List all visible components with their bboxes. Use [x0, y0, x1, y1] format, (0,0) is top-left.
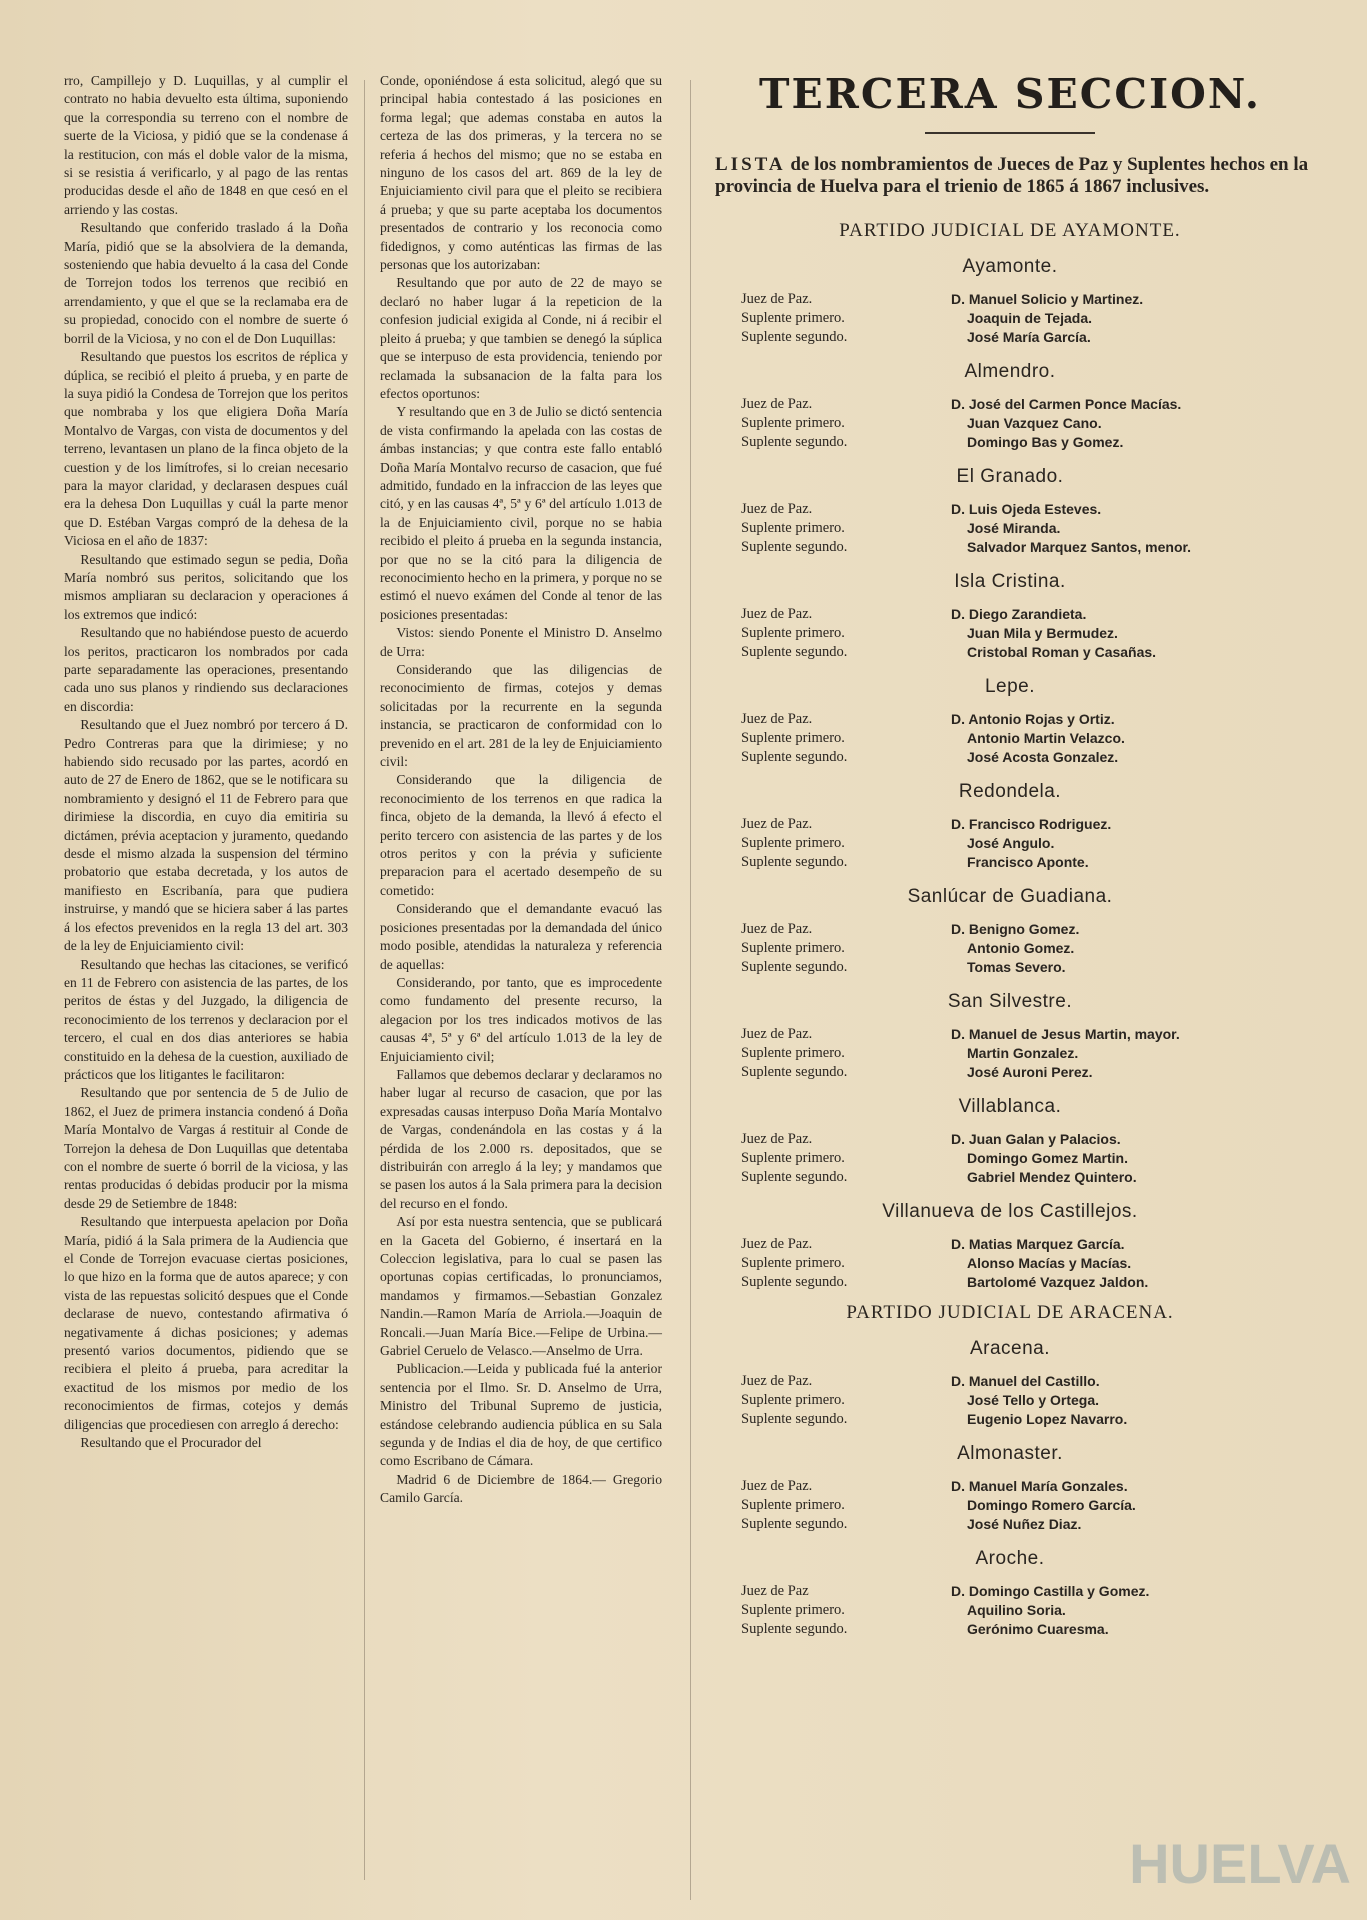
- appointee-name: Tomas Severo.: [967, 959, 1066, 975]
- role-label: Juez de Paz.: [741, 606, 813, 622]
- role-label: Juez de Paz.: [741, 1373, 813, 1389]
- paragraph: Resultando que hechas las citaciones, se verificó en 11 de Febrero con asistencia de las partes, de los peritos de éstas y del Juzgado, la diligencia de reconocimiento de los terrenos y declaracion por el tercero, el cual en dos dias anteriores se habia constituido en la dehesa de la cuestion, auxiliado de prácticos que los litigantes le facilitaron:: [64, 956, 348, 1082]
- role-list: [705, 710, 951, 767]
- role-list: [705, 290, 951, 347]
- list-heading: [715, 154, 1309, 198]
- appointee-name: José Tello y Ortega.: [967, 1392, 1100, 1408]
- judicial-districts: [705, 220, 1315, 1639]
- role-label: Juez de Paz.: [741, 1478, 813, 1494]
- appointee-name: José Auroni Perez.: [967, 1064, 1093, 1080]
- paragraph: Resultando que conferido traslado á la Doña María, pidió que se la absolviera de la demanda, sosteniendo que habia devuelto á la casa del Conde de Torrejon todos los terrenos que recibió en arrendamiento, y que el que se la reclamaba era de su propiedad, conocido con el nombre de suerte ó borril de la Viciosa, y no con el de Don Luquillas:: [64, 220, 348, 346]
- role-label: Suplente primero.: [741, 730, 845, 746]
- appointee-name: Aquilino Soria.: [967, 1602, 1066, 1618]
- role-label: Suplente primero.: [741, 1045, 845, 1061]
- paragraph: Fallamos que debemos declarar y declaramos no haber lugar al recurso de casacion, que por las expresadas causas interpuso Doña María Montalvo de Vargas, condenándola en las costas y á la pérdida de los 2.000 rs. depositados, que se distribuirán con arreglo á la ley; y mandamos que se pasen los autos á la Sala primera para la decision del recurso en el fondo.: [380, 1066, 662, 1211]
- role-list: [705, 500, 951, 557]
- appointee-name: D. Manuel Solicio y Martinez.: [951, 291, 1144, 307]
- appointee-name: D. Francisco Rodriguez.: [951, 816, 1112, 832]
- appointee-name: D. Matias Marquez García.: [951, 1236, 1125, 1252]
- role-label: Suplente segundo.: [741, 1411, 848, 1427]
- role-list: [705, 1477, 951, 1534]
- paragraph: rro, Campillejo y D. Luquillas, y al cumplir el contrato no habia devuelto esta última, suponiendo que la correspondia su terreno con el nombre de suerte de la Viciosa, y pidió que se la condenase á la restitucion, con más el doble valor de la misma, si se resistia á verificarlo, y al pago de las rentas producidas desde el año de 1848 en que cesó en el arriendo y las costas.: [64, 73, 348, 217]
- list-heading-text: de los nombramientos de Jueces de Paz y Suplentes hechos en la provincia de Huelva para el trienio de 1865 á 1867 inclusives.: [715, 154, 1309, 197]
- appointment-block: [705, 920, 1315, 977]
- name-list: [951, 395, 1315, 452]
- appointee-name: Juan Vazquez Cano.: [967, 415, 1102, 431]
- role-label: Suplente segundo.: [741, 644, 848, 660]
- appointment-block: [705, 1477, 1315, 1534]
- paragraph: Considerando, por tanto, que es improcedente como fundamento del presente recurso, la alegacion por los tres indicados motivos de las causas 4ª, 5ª y 6ª del artículo 1.013 de la ley de Enjuiciamiento civil;: [380, 974, 662, 1064]
- name-list: [951, 920, 1315, 977]
- appointment-block: [705, 605, 1315, 662]
- appointee-name: Eugenio Lopez Navarro.: [967, 1411, 1128, 1427]
- appointment-block: [705, 815, 1315, 872]
- role-label: Juez de Paz: [741, 1583, 809, 1599]
- appointment-block: [705, 395, 1315, 452]
- paragraph: Resultando que puestos los escritos de réplica y dúplica, se recibió el pleito á prueba, y en parte de la suya pidió la Condesa de Torrejon que los peritos que nombraba y los que eligiera Doña María Montalvo de Vargas, con vista de documentos y del terreno, levantasen un plano de la finca objeto de la cuestion y de los limítrofes, si lo creian necesario para la mayor claridad, y declarasen despues cuál era la dehesa Don Luquillas y cuál la parte menor que D. Estéban Vargas compró de la dehesa de la Viciosa en el año de 1837:: [64, 349, 348, 549]
- paragraph: Resultando que estimado segun se pedia, Doña María nombró sus peritos, solicitando que los mismos ampliaran su declaracion y operaciones á los extremos que indicó:: [64, 551, 348, 622]
- appointee-name: Salvador Marquez Santos, menor.: [967, 539, 1192, 555]
- appointee-name: D. José del Carmen Ponce Macías.: [951, 396, 1182, 412]
- role-label: Juez de Paz.: [741, 1026, 813, 1042]
- role-label: Suplente primero.: [741, 1392, 845, 1408]
- appointment-block: [705, 1235, 1315, 1292]
- town-name: Villablanca.: [958, 1096, 1062, 1117]
- paragraph: Considerando que el demandante evacuó las posiciones presentadas por la demandada del único modo posible, atendidas la naturaleza y referencia de aquellas:: [380, 901, 662, 972]
- appointee-name: Antonio Martin Velazco.: [967, 730, 1125, 746]
- appointee-name: José Acosta Gonzalez.: [967, 749, 1119, 765]
- town-name: Isla Cristina.: [954, 571, 1066, 592]
- role-label: Juez de Paz.: [741, 1236, 813, 1252]
- role-label: Suplente segundo.: [741, 1274, 848, 1290]
- paragraph: Considerando que las diligencias de reconocimiento de firmas, cotejos y demas solicitadas por la recurrente en la segunda instancia, se practicaron de conformidad con lo prevenido en el art. 281 de la ley de Enjuiciamiento civil:: [380, 662, 662, 770]
- column-divider: [690, 80, 691, 1900]
- role-label: Suplente segundo.: [741, 434, 848, 450]
- paragraph: Resultando que no habiéndose puesto de acuerdo los peritos, practicaron los nombrados por cada parte separadamente las operaciones, presentando cada uno sus planos y rindiendo sus declaraciones en discordia:: [64, 625, 348, 714]
- name-list: [951, 290, 1315, 347]
- role-label: Juez de Paz.: [741, 711, 813, 727]
- name-list: [951, 1130, 1315, 1187]
- town-name: San Silvestre.: [947, 991, 1073, 1012]
- role-label: Juez de Paz.: [741, 921, 813, 937]
- appointee-name: Gerónimo Cuaresma.: [967, 1621, 1109, 1637]
- appointee-name: Domingo Bas y Gomez.: [967, 434, 1124, 450]
- town-name: Almendro.: [964, 361, 1056, 382]
- paragraph: Publicacion.—Leida y publicada fué la anterior sentencia por el Ilmo. Sr. D. Anselmo de Urra, Ministro del Tribunal Supremo de justicia, estándose celebrando audiencia pública en su Sala segunda y de Indias el dia de hoy, de que certifico como Escribano de Cámara.: [380, 1361, 662, 1469]
- appointee-name: Martin Gonzalez.: [967, 1045, 1079, 1061]
- town-name: El Granado.: [956, 466, 1064, 487]
- role-label: Suplente primero.: [741, 1497, 845, 1513]
- appointment-block: [705, 500, 1315, 557]
- name-list: [951, 1235, 1315, 1292]
- town-name: Villanueva de los Castillejos.: [882, 1201, 1138, 1222]
- appointment-block: [705, 710, 1315, 767]
- appointee-name: Domingo Gomez Martin.: [967, 1150, 1128, 1166]
- role-label: Juez de Paz.: [741, 816, 813, 832]
- role-label: Suplente segundo.: [741, 1064, 848, 1080]
- town-name: Redondela.: [958, 781, 1062, 802]
- appointment-block: [705, 1582, 1315, 1639]
- paragraph: Así por esta nuestra sentencia, que se publicará en la Gaceta del Gobierno, é insertará en la Coleccion legislativa, para lo cual se pasen las oportunas copias certificadas, lo pronunciamos, mandamos y firmamos.—Sebastian Gonzalez Nandin.—Ramon María de Arriola.—Joaquin de Roncali.—Juan María Bice.—Felipe de Urbina.—Gabriel Ceruelo de Velasco.—Anselmo de Urra.: [380, 1214, 662, 1359]
- appointee-name: D. Diego Zarandieta.: [951, 606, 1087, 622]
- role-label: Suplente primero.: [741, 835, 845, 851]
- paragraph: Resultando que el Procurador del: [80, 1435, 262, 1451]
- appointee-name: Francisco Aponte.: [967, 854, 1089, 870]
- paragraph: Conde, oponiéndose á esta solicitud, alegó que su principal habia contestado á las posiciones en forma legal; que ademas constaba en autos la certeza de las dos primeras, y la tercera no se referia á hechos del mismo; que no se estaba en ninguno de los casos del art. 869 de la ley de Enjuiciamiento civil para que el pleito se recibiera á prueba; y que su parte aceptaba los documentos presentados de contrario y los reconocia como fidedignos, y como auténticas las firmas de las personas que los autorizaban:: [380, 73, 662, 273]
- paragraph: Resultando que el Juez nombró por tercero á D. Pedro Contreras para que la dirimiese; y no habiendo sido recusado por las partes, acordó en auto de 27 de Enero de 1862, que se le notificara su nombramiento y designó el 11 de Febrero para que dirimiese la discordia, en cuyo dia emitiria su dictámen, prévia aceptacion y juramento, quedando desde el mismo alzada la suspension del término probatorio que estaba decretada, y los autos de manifiesto en Escribanía, para que pudiera instruirse, y mandó que se hiciera saber á las partes á los efectos prevenidos en la regla 13 del art. 303 de la ley de Enjuiciamiento civil:: [64, 717, 348, 954]
- paragraph: Madrid 6 de Diciembre de 1864.— Gregorio Camilo García.: [380, 1471, 662, 1506]
- appointee-name: D. Domingo Castilla y Gomez.: [951, 1583, 1150, 1599]
- role-list: [705, 1025, 951, 1082]
- role-label: Juez de Paz.: [741, 1131, 813, 1147]
- appointments-section: [705, 70, 1315, 1639]
- appointment-block: [705, 1372, 1315, 1429]
- appointee-name: D. Manuel de Jesus Martin, mayor.: [951, 1026, 1180, 1042]
- role-label: Suplente segundo.: [741, 854, 848, 870]
- appointment-block: [705, 1025, 1315, 1082]
- title-rule: [925, 132, 1095, 134]
- role-label: Juez de Paz.: [741, 396, 813, 412]
- district-heading: PARTIDO JUDICIAL DE AYAMONTE.: [839, 220, 1181, 241]
- watermark-seal: HUELVA: [1129, 1832, 1351, 1895]
- role-label: Juez de Paz.: [741, 291, 813, 307]
- name-list: [951, 500, 1315, 557]
- appointee-name: Cristobal Roman y Casañas.: [967, 644, 1157, 660]
- paragraph: Y resultando que en 3 de Julio se dictó sentencia de vista confirmando la apelada con las costas de ámbas instancias; y que contra este fallo entabló Doña María Montalvo recurso de casacion, que fué admitido, fundado en la infraccion de las leyes que citó, y en las causas 4ª, 5ª y 6ª del artículo 1.013 de la de Enjuiciamiento civil, porque no se habia recibido el pleito á prueba en la segunda instancia, por que no se la citó para la diligencia de reconocimiento hecho en la primera, y porque no se estimó el nuevo exámen del Conde al tenor de las posiciones presentadas:: [380, 404, 662, 622]
- appointee-name: D. Antonio Rojas y Ortiz.: [951, 711, 1115, 727]
- paragraph: Resultando que interpuesta apelacion por Doña María, pidió á la Sala primera de la Audiencia que el Conde de Torrejon evacuase ciertas posiciones, lo que hizo en la forma que de autos aparece; y con vista de las repuestas solicitó despues que el Conde declarase de nuevo, contestando afirmativa ó negativamente á dichas posiciones; y ademas presentó varios documentos, pidiendo que se recibiera el pleito á prueba, para acreditar la exactitud de los mismos por medio de los reconocimientos de firmas, cotejos y demás diligencias que procediesen con arreglo á derecho:: [64, 1214, 348, 1432]
- role-label: Suplente primero.: [741, 1150, 845, 1166]
- appointee-name: José María García.: [967, 329, 1091, 345]
- list-heading-lead: LISTA: [715, 154, 786, 175]
- paragraph: Considerando que la diligencia de reconocimiento de los terrenos en que radica la finca, objeto de la demanda, la llevó á efecto el perito tercero con asistencia de las partes y de los otros peritos y con la prévia y suficiente preparacion para el acertado desempeño de su cometido:: [380, 772, 662, 898]
- role-list: [705, 920, 951, 977]
- role-label: Suplente primero.: [741, 940, 845, 956]
- appointee-name: D. Manuel María Gonzales.: [951, 1478, 1128, 1494]
- appointee-name: D. Manuel del Castillo.: [951, 1373, 1100, 1389]
- name-list: [951, 1025, 1315, 1082]
- middle-text-column: [380, 72, 662, 1508]
- name-list: [951, 710, 1315, 767]
- town-name: Ayamonte.: [962, 256, 1058, 277]
- role-label: Suplente primero.: [741, 520, 845, 536]
- appointee-name: Joaquin de Tejada.: [967, 310, 1092, 326]
- town-name: Sanlúcar de Guadiana.: [907, 886, 1113, 907]
- role-label: Suplente primero.: [741, 625, 845, 641]
- role-label: Suplente segundo.: [741, 959, 848, 975]
- appointee-name: José Angulo.: [967, 835, 1055, 851]
- column-divider: [364, 80, 365, 1880]
- role-label: Suplente segundo.: [741, 539, 848, 555]
- appointee-name: Domingo Romero García.: [967, 1497, 1136, 1513]
- role-label: Suplente segundo.: [741, 1516, 848, 1532]
- paragraph: Resultando que por sentencia de 5 de Julio de 1862, el Juez de primera instancia condenó á Doña María Montalvo de Vargas á restituir al Conde de Torrejon la dehesa de Don Luquillas que detentaba con el nombre de suerte ó borril de la viciosa, y las rentas producidas ó debidas producir por la misma desde 29 de Setiembre de 1848:: [64, 1085, 348, 1211]
- appointee-name: Juan Mila y Bermudez.: [967, 625, 1118, 641]
- town-name: Aroche.: [975, 1548, 1045, 1569]
- appointee-name: José Nuñez Diaz.: [967, 1516, 1082, 1532]
- left-text-column: [64, 72, 348, 1452]
- appointment-block: [705, 290, 1315, 347]
- town-name: Lepe.: [984, 676, 1036, 697]
- name-list: [951, 815, 1315, 872]
- town-name: Aracena.: [969, 1338, 1051, 1359]
- appointee-name: D. Luis Ojeda Esteves.: [951, 501, 1102, 517]
- appointee-name: Alonso Macías y Macías.: [967, 1255, 1132, 1271]
- town-name: Almonaster.: [957, 1443, 1063, 1464]
- appointee-name: D. Benigno Gomez.: [951, 921, 1080, 937]
- paragraph: Vistos: siendo Ponente el Ministro D. Anselmo de Urra:: [380, 625, 662, 659]
- appointee-name: Antonio Gomez.: [967, 940, 1075, 956]
- role-list: [705, 395, 951, 452]
- appointee-name: Gabriel Mendez Quintero.: [967, 1169, 1137, 1185]
- role-label: Suplente segundo.: [741, 1169, 848, 1185]
- district-heading: PARTIDO JUDICIAL DE ARACENA.: [846, 1302, 1174, 1323]
- role-label: Suplente segundo.: [741, 749, 848, 765]
- role-label: Juez de Paz.: [741, 501, 813, 517]
- role-label: Suplente primero.: [741, 415, 845, 431]
- section-title: TERCERA SECCION.: [758, 70, 1262, 118]
- role-list: [705, 1130, 951, 1187]
- role-list: [705, 1582, 951, 1639]
- role-label: Suplente primero.: [741, 1255, 845, 1271]
- role-list: [705, 605, 951, 662]
- name-list: [951, 605, 1315, 662]
- appointment-block: [705, 1130, 1315, 1187]
- name-list: [951, 1582, 1315, 1639]
- role-label: Suplente segundo.: [741, 329, 848, 345]
- role-label: Suplente primero.: [741, 1602, 845, 1618]
- role-label: Suplente segundo.: [741, 1621, 848, 1637]
- role-list: [705, 1235, 951, 1292]
- role-label: Suplente primero.: [741, 310, 845, 326]
- appointee-name: José Miranda.: [967, 520, 1061, 536]
- role-list: [705, 1372, 951, 1429]
- name-list: [951, 1477, 1315, 1534]
- name-list: [951, 1372, 1315, 1429]
- appointee-name: D. Juan Galan y Palacios.: [951, 1131, 1121, 1147]
- appointee-name: Bartolomé Vazquez Jaldon.: [967, 1274, 1149, 1290]
- role-list: [705, 815, 951, 872]
- paragraph: Resultando que por auto de 22 de mayo se declaró no haber lugar á la repeticion de la confesion judicial exigida al Conde, ni á recibir el pleito á prueba; y que tambien se denegó la súplica que se interpuso de esta providencia, teniendo por reclamada la subsanacion de la falta para los efectos oportunos:: [380, 275, 662, 401]
